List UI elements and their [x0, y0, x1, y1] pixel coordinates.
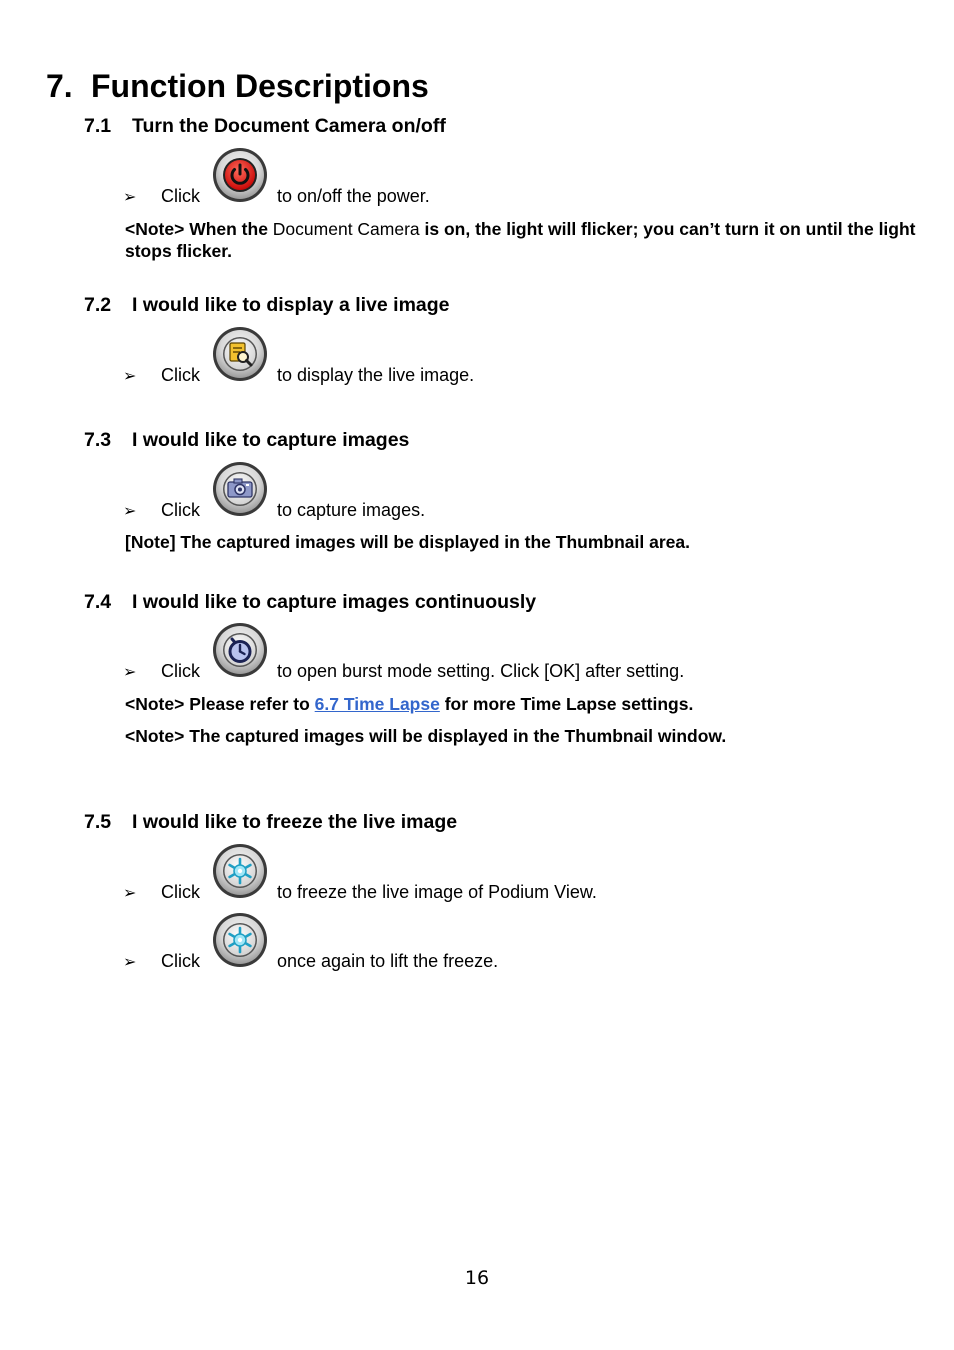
click-label: Click: [161, 661, 200, 681]
note-7-3: [Note] The captured images will be displayed in the Thumbnail area.: [125, 532, 690, 552]
bullet-arrow: ➢: [123, 954, 137, 971]
section-number: 7.5: [84, 811, 112, 833]
section-number: 7.1: [84, 115, 112, 137]
section-heading-7-2: [84, 294, 450, 317]
step-description: once again to lift the freeze.: [277, 951, 499, 971]
note-7-4-b: <Note> The captured images will be displayed in the Thumbnail window.: [125, 726, 727, 746]
step-description: to open burst mode setting. Click [OK] after setting.: [277, 661, 685, 681]
section-number: 7.4: [84, 591, 112, 613]
section-heading-7-5: [84, 811, 457, 834]
bullet-arrow: ➢: [123, 368, 137, 385]
timer-icon[interactable]: [212, 622, 268, 678]
click-label: Click: [161, 365, 200, 385]
click-label: Click: [161, 951, 200, 971]
step-description: to freeze the live image of Podium View.: [277, 882, 597, 902]
chapter-heading: [46, 68, 429, 105]
section-title: I would like to capture images: [132, 429, 410, 451]
chapter-title: Function Descriptions: [91, 68, 429, 104]
section-title: I would like to capture images continuously: [132, 591, 537, 613]
note-text-plain: Document Camera: [272, 219, 420, 239]
section-title: I would like to display a live image: [132, 294, 450, 316]
section-number: 7.2: [84, 294, 112, 316]
note-text: <Note> When the: [125, 219, 273, 239]
step-description: to display the live image.: [277, 365, 475, 385]
click-label: Click: [161, 186, 200, 206]
bullet-arrow: ➢: [123, 189, 137, 206]
section-title: I would like to freeze the live image: [132, 811, 458, 833]
bullet-arrow: ➢: [123, 503, 137, 520]
chapter-number: 7.: [46, 68, 73, 104]
bullet-arrow: ➢: [123, 664, 137, 681]
camera-icon[interactable]: [212, 461, 268, 517]
section-heading-7-4: [84, 591, 536, 614]
time-lapse-link[interactable]: 6.7 Time Lapse: [314, 694, 440, 714]
section-heading-7-1: [84, 115, 446, 138]
snowflake-icon[interactable]: [212, 843, 268, 899]
live-image-icon[interactable]: [212, 326, 268, 382]
step-description: to on/off the power.: [277, 186, 430, 206]
snowflake-icon[interactable]: [212, 912, 268, 968]
section-number: 7.3: [84, 429, 112, 451]
note-text: <Note> Please refer to: [125, 694, 315, 714]
note-text: for more Time Lapse settings.: [439, 694, 694, 714]
page-number: 16: [464, 1267, 490, 1289]
step-description: to capture images.: [277, 500, 426, 520]
click-label: Click: [161, 882, 200, 902]
section-heading-7-3: [84, 429, 409, 452]
note-text: is on, the light will flicker; you can’t turn it on until the light stops flicker.: [125, 219, 916, 261]
note-7-4-a: [125, 693, 925, 715]
click-label: Click: [161, 500, 200, 520]
power-icon[interactable]: [212, 147, 268, 203]
section-title: Turn the Document Camera on/off: [132, 115, 446, 137]
bullet-arrow: ➢: [123, 885, 137, 902]
note-7-1: [125, 218, 925, 262]
